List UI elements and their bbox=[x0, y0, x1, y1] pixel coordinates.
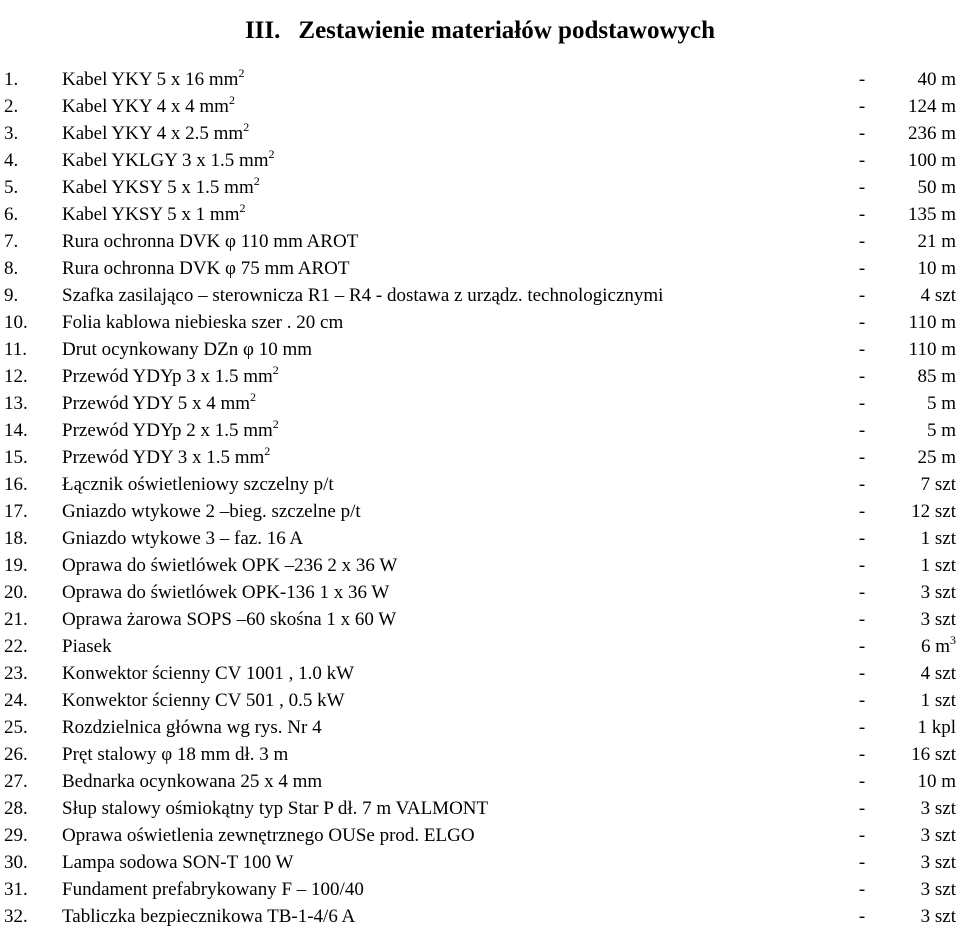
item-quantity-text: 3 szt bbox=[920, 852, 956, 873]
list-item bbox=[0, 633, 960, 660]
item-description bbox=[62, 390, 256, 417]
item-description-text: Kabel YKSY 5 x 1 mm bbox=[62, 204, 240, 225]
item-description-text: Gniazdo wtykowe 2 –bieg. szczelne p/t bbox=[62, 501, 361, 522]
unit-exponent: 2 bbox=[228, 93, 235, 107]
item-quantity bbox=[921, 687, 956, 714]
list-item bbox=[0, 174, 960, 201]
item-number: 11. bbox=[4, 339, 28, 360]
unit-exponent: 2 bbox=[250, 390, 257, 404]
item-description bbox=[62, 498, 361, 525]
item-quantity-text: 3 szt bbox=[920, 879, 956, 900]
item-quantity bbox=[917, 363, 956, 390]
list-item bbox=[0, 417, 960, 444]
item-quantity-text: 100 m bbox=[907, 150, 956, 171]
list-item bbox=[0, 471, 960, 498]
item-description bbox=[62, 66, 244, 93]
item-quantity bbox=[911, 498, 956, 525]
list-item bbox=[0, 309, 960, 336]
item-number: 18. bbox=[4, 528, 28, 549]
item-quantity bbox=[917, 66, 956, 93]
item-quantity-text: 3 szt bbox=[920, 906, 956, 927]
item-quantity-text: 40 m bbox=[917, 69, 956, 90]
list-item bbox=[0, 498, 960, 525]
item-quantity bbox=[921, 471, 956, 498]
item-description bbox=[62, 201, 246, 228]
item-number: 16. bbox=[4, 474, 28, 495]
item-quantity bbox=[908, 201, 956, 228]
item-description bbox=[62, 228, 358, 255]
list-item bbox=[0, 66, 960, 93]
item-number: 30. bbox=[4, 852, 28, 873]
list-item bbox=[0, 687, 960, 714]
item-description-text: Kabel YKY 4 x 4 mm bbox=[62, 96, 229, 117]
list-item bbox=[0, 552, 960, 579]
item-description bbox=[62, 255, 350, 282]
item-number: 22. bbox=[4, 636, 28, 657]
separator-dash: - bbox=[858, 852, 866, 873]
item-quantity bbox=[917, 255, 956, 282]
item-description-text: Piasek bbox=[62, 636, 112, 657]
list-item bbox=[0, 336, 960, 363]
separator-dash: - bbox=[858, 312, 866, 333]
list-item bbox=[0, 525, 960, 552]
item-number: 14. bbox=[4, 420, 28, 441]
item-description bbox=[62, 849, 294, 876]
item-quantity-text: 6 m bbox=[920, 636, 950, 657]
item-quantity-text: 4 szt bbox=[920, 285, 956, 306]
item-quantity-text: 12 szt bbox=[911, 501, 956, 522]
item-description bbox=[62, 741, 288, 768]
materials-list bbox=[0, 66, 960, 930]
item-quantity-text: 7 szt bbox=[920, 474, 956, 495]
item-description-text: Rura ochronna DVK φ 75 mm AROT bbox=[62, 258, 350, 279]
item-description bbox=[62, 471, 334, 498]
unit-exponent: 2 bbox=[272, 363, 279, 377]
item-description bbox=[62, 714, 322, 741]
item-number: 28. bbox=[4, 798, 28, 819]
item-description-text: Rura ochronna DVK φ 110 mm AROT bbox=[62, 231, 359, 252]
item-description-text: Oprawa do świetlówek OPK –236 2 x 36 W bbox=[62, 555, 398, 576]
list-item bbox=[0, 444, 960, 471]
item-quantity bbox=[908, 93, 956, 120]
unit-exponent: 2 bbox=[272, 417, 279, 431]
item-number: 12. bbox=[4, 366, 28, 387]
item-quantity bbox=[921, 579, 956, 606]
separator-dash: - bbox=[858, 258, 866, 279]
item-description-text: Gniazdo wtykowe 3 – faz. 16 A bbox=[62, 528, 304, 549]
item-quantity bbox=[909, 336, 956, 363]
list-item bbox=[0, 147, 960, 174]
item-description-text: Oprawa do świetlówek OPK-136 1 x 36 W bbox=[62, 582, 390, 603]
item-description bbox=[62, 120, 249, 147]
list-item bbox=[0, 120, 960, 147]
separator-dash: - bbox=[858, 285, 866, 306]
list-item bbox=[0, 93, 960, 120]
item-description-text: Drut ocynkowany DZn φ 10 mm bbox=[62, 339, 313, 360]
item-description-text: Rozdzielnica główna wg rys. Nr 4 bbox=[62, 717, 322, 738]
list-item bbox=[0, 876, 960, 903]
item-description bbox=[62, 147, 275, 174]
item-quantity bbox=[927, 417, 956, 444]
item-description-text: Oprawa oświetlenia zewnętrznego OUSe prod. ELGO bbox=[62, 825, 475, 846]
list-item bbox=[0, 255, 960, 282]
item-description-text: Bednarka ocynkowana 25 x 4 mm bbox=[62, 771, 323, 792]
quantity-exponent: 3 bbox=[950, 633, 956, 647]
item-quantity bbox=[921, 633, 956, 660]
item-quantity-text: 50 m bbox=[917, 177, 956, 198]
separator-dash: - bbox=[858, 420, 866, 441]
separator-dash: - bbox=[858, 339, 866, 360]
separator-dash: - bbox=[858, 177, 866, 198]
item-quantity-text: 1 szt bbox=[920, 690, 956, 711]
separator-dash: - bbox=[858, 447, 866, 468]
item-description bbox=[62, 444, 270, 471]
item-quantity bbox=[917, 768, 956, 795]
item-quantity bbox=[927, 390, 956, 417]
item-quantity-text: 3 szt bbox=[920, 825, 956, 846]
item-number: 6. bbox=[4, 204, 19, 225]
item-quantity bbox=[921, 660, 956, 687]
list-item bbox=[0, 282, 960, 309]
separator-dash: - bbox=[858, 555, 866, 576]
unit-exponent: 2 bbox=[268, 147, 275, 161]
list-item bbox=[0, 849, 960, 876]
item-quantity bbox=[908, 120, 956, 147]
item-description bbox=[62, 174, 260, 201]
separator-dash: - bbox=[858, 663, 866, 684]
item-number: 25. bbox=[4, 717, 28, 738]
item-quantity bbox=[917, 228, 956, 255]
list-item bbox=[0, 741, 960, 768]
item-quantity-text: 110 m bbox=[908, 312, 956, 333]
separator-dash: - bbox=[858, 474, 866, 495]
item-description-text: Folia kablowa niebieska szer . 20 cm bbox=[62, 312, 344, 333]
section-number: III. bbox=[244, 16, 281, 44]
list-item bbox=[0, 201, 960, 228]
unit-exponent: 2 bbox=[239, 201, 246, 215]
item-quantity-text: 21 m bbox=[917, 231, 956, 252]
separator-dash: - bbox=[858, 204, 866, 225]
item-description bbox=[62, 363, 279, 390]
separator-dash: - bbox=[858, 771, 866, 792]
list-item bbox=[0, 390, 960, 417]
item-quantity-text: 1 szt bbox=[920, 528, 956, 549]
item-quantity bbox=[921, 606, 956, 633]
item-number: 23. bbox=[4, 663, 28, 684]
item-number: 9. bbox=[4, 285, 19, 306]
section-title: Zestawienie materiałów podstawowych bbox=[298, 16, 716, 44]
item-description bbox=[62, 768, 322, 795]
list-item bbox=[0, 795, 960, 822]
item-description bbox=[62, 633, 112, 660]
item-number: 27. bbox=[4, 771, 28, 792]
item-number: 1. bbox=[4, 69, 19, 90]
item-number: 8. bbox=[4, 258, 19, 279]
item-quantity bbox=[921, 876, 956, 903]
item-description bbox=[62, 93, 235, 120]
item-quantity-text: 10 m bbox=[917, 258, 956, 279]
item-description-text: Przewód YDYp 3 x 1.5 mm bbox=[62, 366, 273, 387]
item-number: 26. bbox=[4, 744, 28, 765]
item-number: 2. bbox=[4, 96, 19, 117]
item-quantity-text: 10 m bbox=[917, 771, 956, 792]
item-description-text: Kabel YKY 5 x 16 mm bbox=[62, 69, 239, 90]
item-description-text: Fundament prefabrykowany F – 100/40 bbox=[62, 879, 364, 900]
separator-dash: - bbox=[858, 798, 866, 819]
separator-dash: - bbox=[858, 231, 866, 252]
item-description-text: Przewód YDY 3 x 1.5 mm bbox=[62, 447, 265, 468]
item-quantity-text: 124 m bbox=[907, 96, 956, 117]
item-quantity-text: 5 m bbox=[926, 393, 956, 414]
separator-dash: - bbox=[858, 825, 866, 846]
separator-dash: - bbox=[858, 744, 866, 765]
item-quantity-text: 3 szt bbox=[920, 609, 956, 630]
item-description-text: Przewód YDYp 2 x 1.5 mm bbox=[62, 420, 273, 441]
item-number: 21. bbox=[4, 609, 28, 630]
item-quantity bbox=[917, 174, 956, 201]
separator-dash: - bbox=[858, 879, 866, 900]
separator-dash: - bbox=[858, 123, 866, 144]
item-description-text: Pręt stalowy φ 18 mm dł. 3 m bbox=[62, 744, 289, 765]
item-quantity-text: 4 szt bbox=[920, 663, 956, 684]
item-number: 3. bbox=[4, 123, 19, 144]
separator-dash: - bbox=[858, 393, 866, 414]
separator-dash: - bbox=[858, 150, 866, 171]
item-number: 29. bbox=[4, 825, 28, 846]
separator-dash: - bbox=[858, 609, 866, 630]
item-quantity bbox=[921, 525, 956, 552]
item-description bbox=[62, 579, 389, 606]
item-quantity bbox=[917, 714, 956, 741]
item-quantity bbox=[921, 282, 956, 309]
unit-exponent: 2 bbox=[253, 174, 260, 188]
item-number: 15. bbox=[4, 447, 28, 468]
item-description-text: Konwektor ścienny CV 1001 , 1.0 kW bbox=[62, 663, 355, 684]
item-description-text: Kabel YKSY 5 x 1.5 mm bbox=[62, 177, 254, 198]
item-quantity-text: 1 szt bbox=[920, 555, 956, 576]
item-number: 4. bbox=[4, 150, 19, 171]
section-heading bbox=[0, 17, 960, 47]
item-quantity bbox=[921, 849, 956, 876]
item-quantity-text: 236 m bbox=[907, 123, 956, 144]
item-quantity-text: 1 kpl bbox=[917, 717, 956, 738]
item-quantity-text: 16 szt bbox=[911, 744, 956, 765]
item-quantity-text: 3 szt bbox=[920, 582, 956, 603]
separator-dash: - bbox=[858, 96, 866, 117]
separator-dash: - bbox=[858, 501, 866, 522]
item-description-text: Szafka zasilająco – sterownicza R1 – R4 - dostawa z urządz. technologicznymi bbox=[62, 285, 664, 306]
item-description-text: Kabel YKLGY 3 x 1.5 mm bbox=[62, 150, 269, 171]
item-description bbox=[62, 525, 303, 552]
item-description bbox=[62, 822, 475, 849]
item-description bbox=[62, 795, 488, 822]
list-item bbox=[0, 228, 960, 255]
item-quantity bbox=[921, 552, 956, 579]
item-quantity bbox=[911, 741, 956, 768]
item-description bbox=[62, 282, 663, 309]
item-description bbox=[62, 552, 397, 579]
item-description bbox=[62, 336, 312, 363]
unit-exponent: 2 bbox=[243, 120, 250, 134]
item-quantity-text: 85 m bbox=[917, 366, 956, 387]
item-description-text: Kabel YKY 4 x 2.5 mm bbox=[62, 123, 244, 144]
item-number: 7. bbox=[4, 231, 19, 252]
item-description-text: Konwektor ścienny CV 501 , 0.5 kW bbox=[62, 690, 345, 711]
list-item bbox=[0, 714, 960, 741]
item-description bbox=[62, 660, 354, 687]
unit-exponent: 2 bbox=[238, 66, 245, 80]
unit-exponent: 2 bbox=[264, 444, 271, 458]
item-quantity bbox=[909, 309, 956, 336]
item-description bbox=[62, 876, 364, 903]
item-quantity bbox=[917, 444, 956, 471]
item-quantity bbox=[908, 147, 956, 174]
item-description bbox=[62, 417, 279, 444]
item-quantity-text: 135 m bbox=[907, 204, 956, 225]
item-description-text: Oprawa żarowa SOPS –60 skośna 1 x 60 W bbox=[62, 609, 397, 630]
item-description bbox=[62, 687, 345, 714]
item-description-text: Tabliczka bezpiecznikowa TB-1-4/6 A bbox=[62, 906, 356, 927]
item-quantity-text: 25 m bbox=[917, 447, 956, 468]
list-item bbox=[0, 660, 960, 687]
item-number: 24. bbox=[4, 690, 28, 711]
item-number: 5. bbox=[4, 177, 19, 198]
separator-dash: - bbox=[858, 528, 866, 549]
list-item bbox=[0, 903, 960, 930]
item-number: 32. bbox=[4, 906, 28, 927]
item-quantity bbox=[921, 822, 956, 849]
list-item bbox=[0, 822, 960, 849]
item-description-text: Słup stalowy ośmiokątny typ Star P dł. 7 m VALMONT bbox=[62, 798, 489, 819]
item-description bbox=[62, 309, 343, 336]
item-quantity-text: 5 m bbox=[926, 420, 956, 441]
item-description-text: Przewód YDY 5 x 4 mm bbox=[62, 393, 251, 414]
item-number: 19. bbox=[4, 555, 28, 576]
list-item bbox=[0, 606, 960, 633]
separator-dash: - bbox=[858, 366, 866, 387]
item-number: 13. bbox=[4, 393, 28, 414]
item-quantity-text: 3 szt bbox=[920, 798, 956, 819]
item-quantity bbox=[921, 795, 956, 822]
item-number: 17. bbox=[4, 501, 28, 522]
item-quantity-text: 110 m bbox=[908, 339, 956, 360]
item-quantity bbox=[921, 903, 956, 930]
item-number: 20. bbox=[4, 582, 28, 603]
list-item bbox=[0, 768, 960, 795]
list-item bbox=[0, 579, 960, 606]
separator-dash: - bbox=[858, 717, 866, 738]
separator-dash: - bbox=[858, 690, 866, 711]
separator-dash: - bbox=[858, 582, 866, 603]
item-number: 10. bbox=[4, 312, 28, 333]
separator-dash: - bbox=[858, 636, 866, 657]
separator-dash: - bbox=[858, 906, 866, 927]
item-description bbox=[62, 606, 396, 633]
item-description-text: Lampa sodowa SON-T 100 W bbox=[62, 852, 294, 873]
separator-dash: - bbox=[858, 69, 866, 90]
list-item bbox=[0, 363, 960, 390]
item-description-text: Łącznik oświetleniowy szczelny p/t bbox=[62, 474, 334, 495]
item-description bbox=[62, 903, 355, 930]
item-number: 31. bbox=[4, 879, 28, 900]
